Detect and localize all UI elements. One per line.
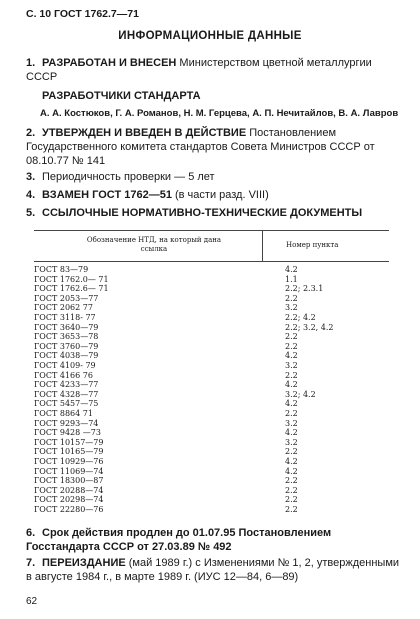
- table-cell-clause: 2.2; 3.2, 4.2: [285, 322, 334, 332]
- item-4-heading: ВЗАМЕН ГОСТ 1762—51: [42, 189, 172, 201]
- table-cell-document: ГОСТ 4038—79: [34, 351, 99, 361]
- table-cell-document: ГОСТ 4328—77: [34, 389, 99, 399]
- table-row: [34, 332, 394, 342]
- table-cell-document: ГОСТ 1762.0— 71: [34, 274, 109, 284]
- table-row: [34, 342, 394, 352]
- table-cell-clause: 4.2: [285, 428, 298, 438]
- table-row: [34, 361, 394, 371]
- item-2-text: Постановлением Государственного комитета стандартов Совета Министров СССР от 08.10.77 № 141: [26, 127, 375, 167]
- table-cell-document: ГОСТ 3640—79: [34, 322, 99, 332]
- developers-heading: РАЗРАБОТЧИКИ СТАНДАРТА: [42, 90, 201, 102]
- item-6-number: 6.: [26, 527, 36, 539]
- column-header-document: Обозначение НТД, на который дана ссылка: [86, 236, 222, 253]
- table-row: [34, 313, 394, 323]
- table-cell-document: ГОСТ 10929—76: [34, 457, 104, 466]
- table-cell-document: ГОСТ 5457—75: [34, 399, 99, 409]
- table-cell-clause: 2.2: [285, 505, 298, 514]
- table-cell-document: ГОСТ 18300—87: [34, 476, 104, 486]
- table-row: [34, 380, 394, 390]
- item-2: [26, 126, 401, 168]
- item-5-number: 5.: [26, 207, 36, 219]
- table-cell-clause: 2.2: [285, 485, 298, 495]
- table-cell-document: ГОСТ 20288—74: [34, 485, 104, 495]
- column-header-clause: Номер пункта: [286, 241, 339, 249]
- item-5-heading: ССЫЛОЧНЫЕ НОРМАТИВНО-ТЕХНИЧЕСКИЕ ДОКУМЕНТЫ: [42, 207, 363, 219]
- table-cell-clause: 4.2: [285, 380, 298, 390]
- table-cell-clause: 3.2; 4.2: [285, 389, 316, 399]
- table-cell-clause: 2.2: [285, 341, 298, 351]
- developers-list: А. А. Костюков, Г. А. Романов, Н. М. Герцева, А. П. Нечитайлов, В. А. Лавров: [40, 108, 399, 119]
- table-cell-document: ГОСТ 4109- 79: [34, 361, 96, 370]
- table-cell-document: ГОСТ 1762.6— 71: [34, 284, 109, 294]
- table-row: [34, 303, 394, 313]
- running-header: С. 10 ГОСТ 1762.7—71: [26, 8, 139, 20]
- item-1-heading: РАЗРАБОТАН И ВНЕСЕН: [42, 57, 177, 69]
- table-cell-document: ГОСТ 9293—74: [34, 418, 99, 428]
- table-cell-clause: 2.2: [285, 370, 298, 380]
- table-row: [34, 438, 394, 448]
- table-cell-document: ГОСТ 3118- 77: [34, 313, 96, 322]
- table-row: [34, 467, 394, 477]
- table-cell-clause: 3.2: [285, 418, 298, 428]
- item-3-text: Периодичность проверки — 5 лет: [42, 171, 215, 183]
- table-row: [34, 486, 394, 496]
- item-1-text: Министерством цветной металлургии СССР: [26, 57, 372, 83]
- table-row: [34, 495, 394, 505]
- table-cell-document: ГОСТ 9428 —73: [34, 428, 101, 438]
- table-row: [34, 476, 394, 486]
- table-cell-document: ГОСТ 11069—74: [34, 466, 104, 476]
- item-7-number: 7.: [26, 557, 36, 569]
- table-cell-clause: 1.1: [285, 274, 298, 284]
- table-cell-clause: 3.2: [285, 437, 298, 447]
- table-row: [34, 447, 394, 457]
- table-row: [34, 409, 394, 419]
- table-cell-clause: 2.2: [285, 476, 298, 486]
- table-row: [34, 419, 394, 429]
- item-2-heading: УТВЕРЖДЕН И ВВЕДЕН В ДЕЙСТВИЕ: [42, 127, 247, 139]
- table-cell-clause: 2.2: [285, 293, 298, 303]
- table-cell-document: ГОСТ 4233—77: [34, 380, 99, 390]
- table-cell-clause: 3.2: [285, 361, 298, 370]
- table-cell-document: ГОСТ 8864 71: [34, 409, 93, 418]
- table-cell-document: ГОСТ 3760—79: [34, 341, 99, 351]
- table-cell-document: ГОСТ 10165—79: [34, 447, 104, 457]
- table-cell-clause: 4.2: [285, 399, 298, 409]
- table-row: [34, 275, 394, 285]
- section-title: ИНФОРМАЦИОННЫЕ ДАННЫЕ: [118, 30, 302, 42]
- item-3-number: 3.: [26, 171, 36, 183]
- table-row: [34, 457, 394, 467]
- table-row: [34, 371, 394, 381]
- table-cell-clause: 2.2; 4.2: [285, 313, 316, 322]
- table-cell-clause: 2.2: [285, 495, 298, 505]
- table-cell-document: ГОСТ 4166 76: [34, 370, 93, 380]
- table-cell-document: ГОСТ 10157—79: [34, 437, 104, 447]
- table-cell-clause: 4.2: [285, 265, 298, 274]
- table-cell-document: ГОСТ 2062 77: [34, 303, 93, 313]
- table-cell-clause: 3.2: [285, 303, 298, 313]
- table-cell-clause: 2.2: [285, 409, 298, 418]
- item-1-number: 1.: [26, 57, 36, 69]
- table-cell-document: ГОСТ 3653—78: [34, 332, 99, 342]
- table-cell-clause: 4.2: [285, 466, 298, 476]
- table-cell-clause: 4.2: [285, 457, 298, 466]
- item-7-text: (май 1989 г.) с Изменениями № 1, 2, утвержденными в августе 1984 г., в марте 1989 г. (ИУС 12—84, 6—89): [26, 557, 400, 583]
- table-cell-document: ГОСТ 83—79: [34, 265, 89, 274]
- table-row: [34, 428, 394, 438]
- table-row: [34, 390, 394, 400]
- table-cell-clause: 2.2; 2.3.1: [285, 284, 324, 294]
- table-row: [34, 323, 394, 333]
- item-6: [26, 526, 401, 554]
- table-row: [34, 294, 394, 304]
- reference-table-header: [34, 230, 389, 262]
- item-2-number: 2.: [26, 127, 36, 139]
- item-4-number: 4.: [26, 189, 36, 201]
- item-3: [26, 170, 401, 184]
- column-divider: [262, 231, 263, 261]
- item-7-heading: ПЕРЕИЗДАНИЕ: [42, 557, 126, 569]
- page-number: 62: [26, 596, 38, 607]
- item-4-text: (в части разд. VIII): [171, 189, 269, 201]
- table-row: [34, 399, 394, 409]
- item-4: [26, 188, 401, 202]
- table-cell-document: ГОСТ 20298—74: [34, 495, 104, 505]
- table-cell-clause: 2.2: [285, 447, 298, 457]
- table-cell-document: ГОСТ 22280—76: [34, 505, 104, 514]
- table-row: [34, 505, 394, 515]
- item-7: [26, 556, 401, 584]
- item-6-text: Срок действия продлен до 01.07.95 Постановлением Госстандарта СССР от 27.03.89 № 492: [26, 527, 332, 553]
- table-row: [34, 265, 394, 275]
- item-5: [26, 206, 401, 220]
- table-cell-clause: 4.2: [285, 351, 298, 361]
- table-row: [34, 351, 394, 361]
- table-cell-clause: 2.2: [285, 332, 298, 342]
- table-cell-document: ГОСТ 2053—77: [34, 293, 99, 303]
- table-row: [34, 284, 394, 294]
- item-1: [26, 56, 401, 84]
